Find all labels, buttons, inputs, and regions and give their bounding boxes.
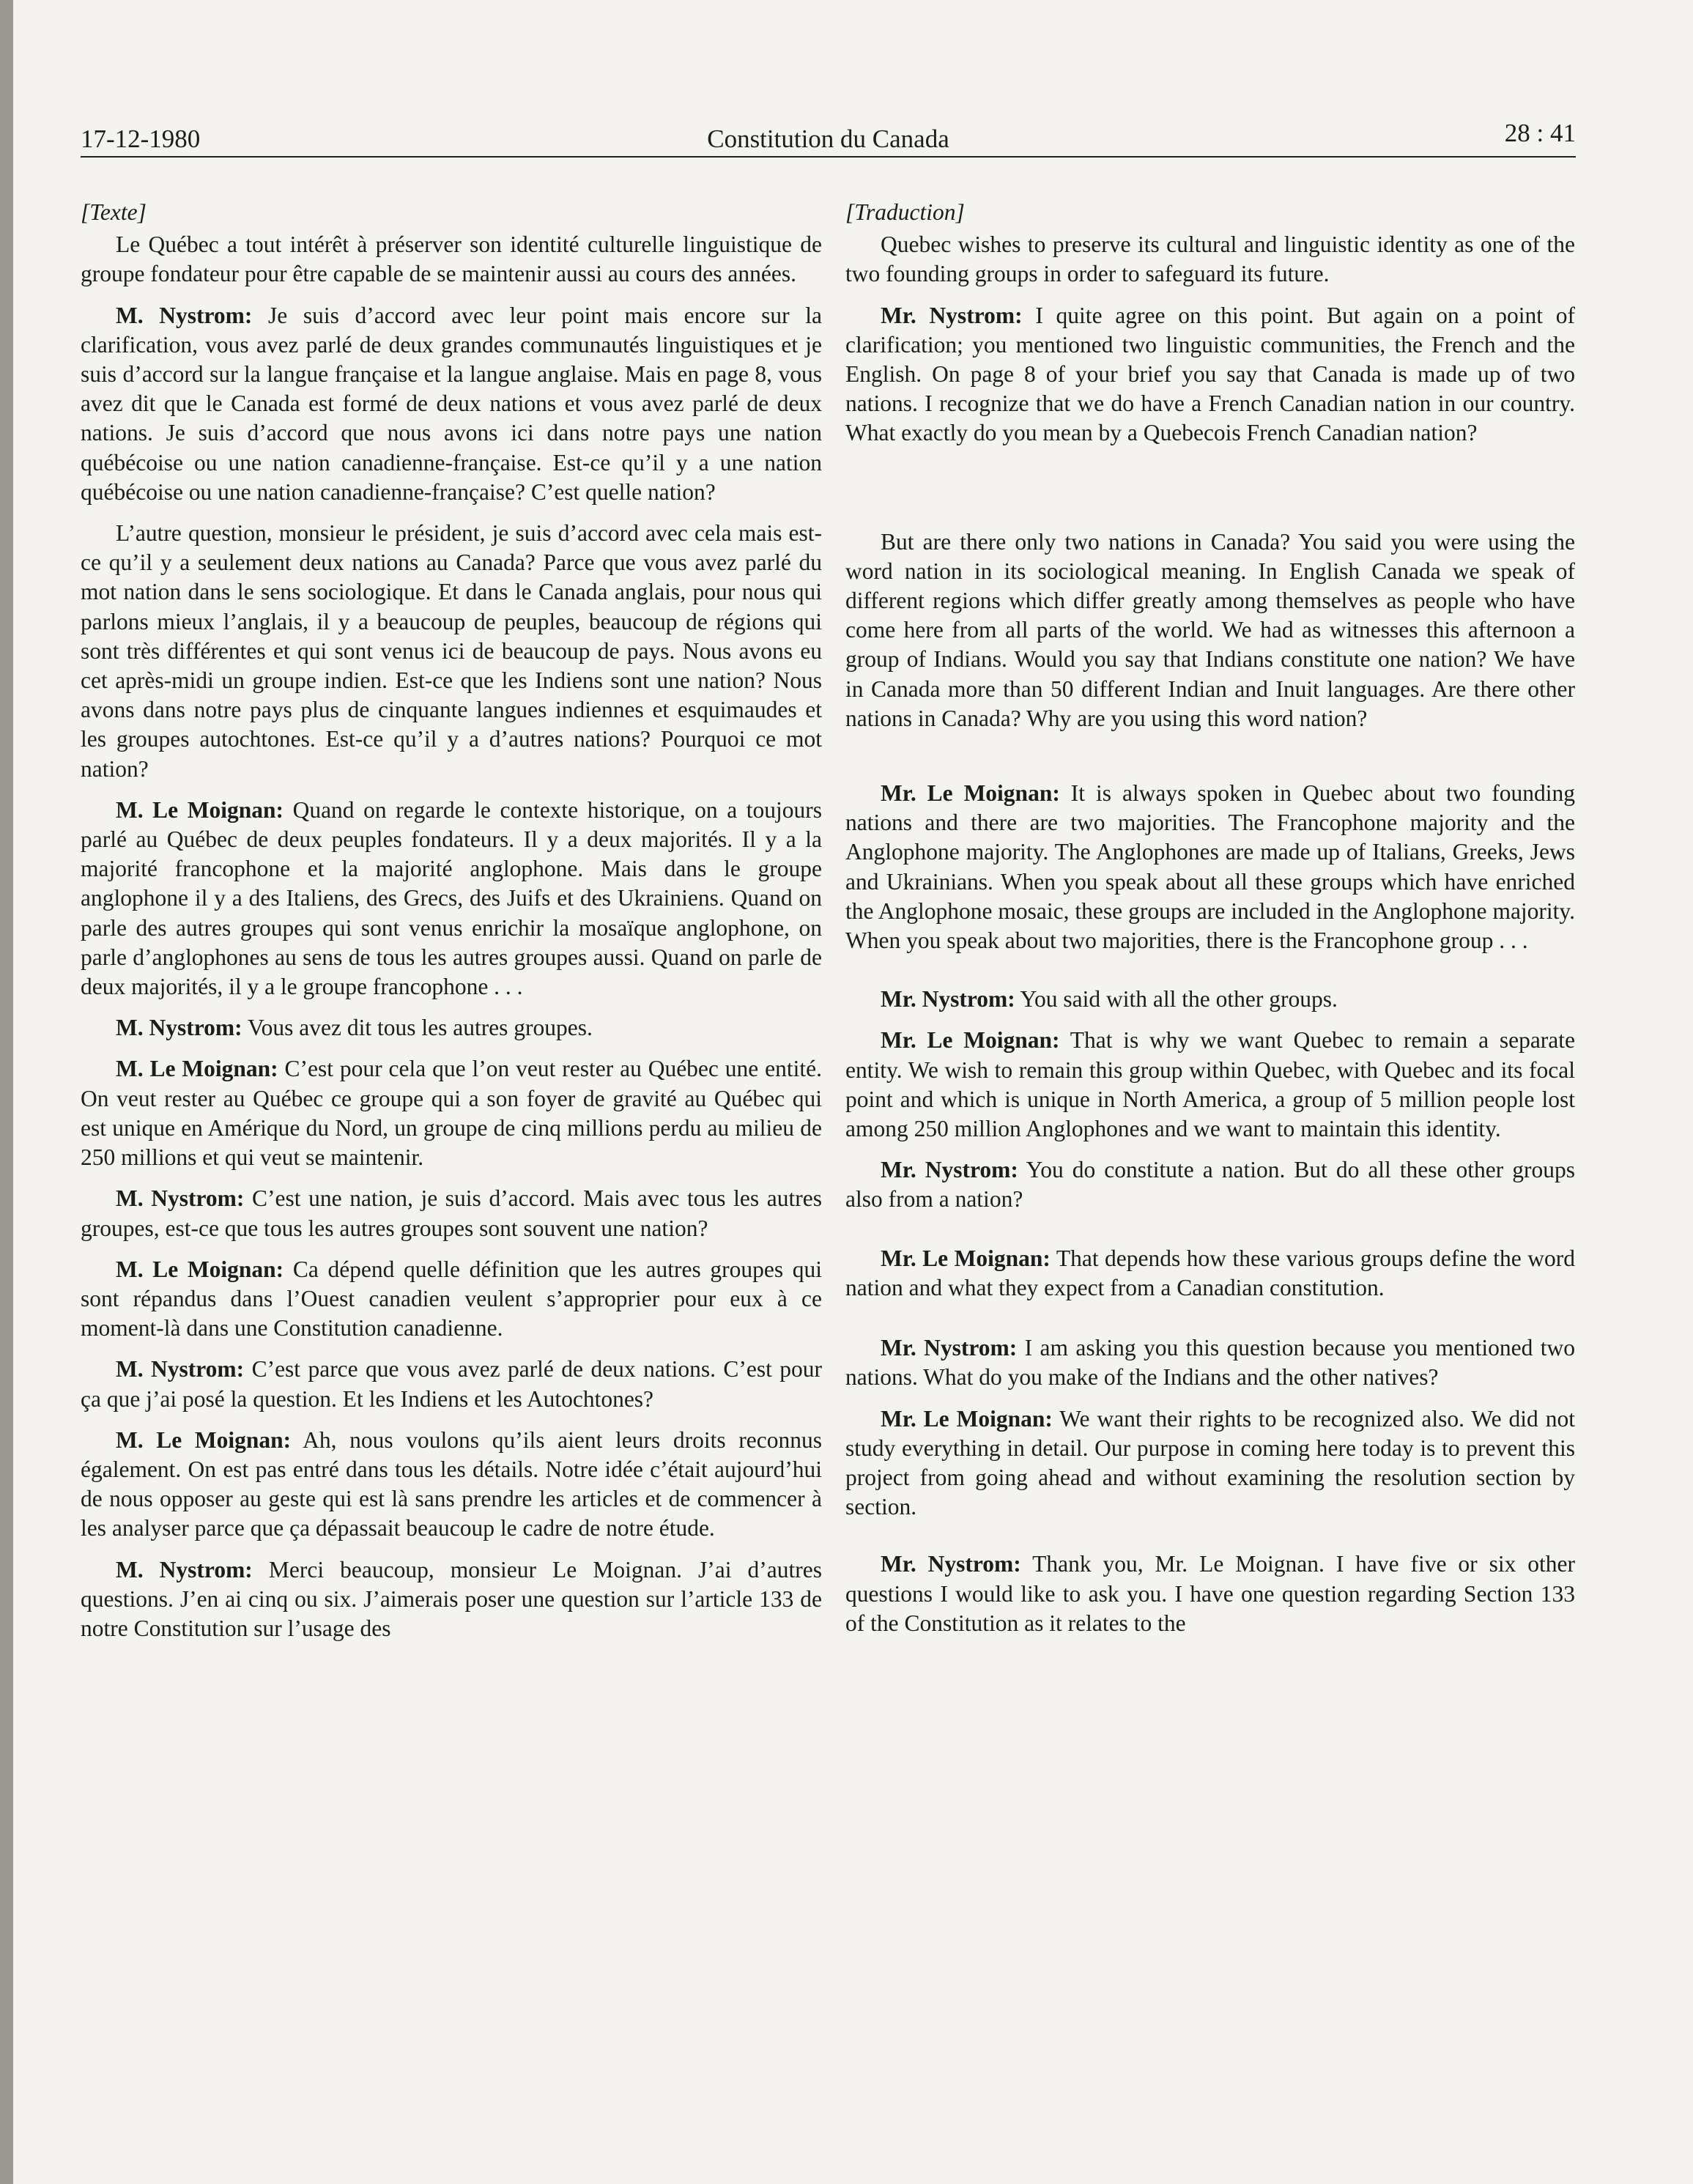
- header-date: 17-12-1980: [81, 125, 201, 153]
- paragraph: Mr. Nystrom: You said with all the other groups.: [881, 986, 1338, 1013]
- page-edge: [0, 0, 13, 2184]
- speaker-name: Mr. Nystrom:: [881, 1157, 1018, 1183]
- paragraph: Mr. Le Moignan: We want their rights to be recognized also. We did not study everything in detail. Our purpose in coming here today is to prevent this project from going ahead and without examining the resolution section by section.: [845, 1405, 1575, 1520]
- header-page-number: 28 : 41: [1504, 119, 1576, 147]
- speaker-name: Mr. Le Moignan:: [881, 1245, 1051, 1271]
- header-rule: [81, 156, 1576, 158]
- speaker-name: M. Le Moignan:: [116, 1056, 278, 1082]
- right-column-english: [845, 198, 1575, 1650]
- paragraph: M. Le Moignan: Ah, nous voulons qu’ils aient leurs droits reconnus également. On est pas entré dans tous les détails. Notre idée c’était aujourd’hui de nous opposer au geste qui est là sans prendre les articles et de commencer à les analyser parce que ça dépassait beaucoup le cadre de notre étude.: [81, 1426, 822, 1541]
- paragraph: Mr. Nystrom: Thank you, Mr. Le Moignan. I have five or six other questions I would like to ask you. I have one question regarding Section 133 of the Constitution as it relates to the: [845, 1551, 1575, 1636]
- speaker-name: M. Le Moignan:: [116, 796, 284, 823]
- page-header: [81, 117, 1576, 158]
- speaker-name: M. Le Moignan:: [116, 1256, 284, 1282]
- paragraph: But are there only two nations in Canada? You said you were using the word nation in its sociological meaning. In English Canada we speak of different regions which differ greatly among themselves as people who have come here from all parts of the world. We had as witnesses this afternoon a group of Indians. Would you say that Indians constitute one nation? We have in Canada more than 50 different Indian and Inuit languages. Are there other nations in Canada? Why are you using this word nation?: [845, 528, 1575, 731]
- header-title: Constitution du Canada: [707, 125, 949, 153]
- paragraph: Mr. Le Moignan: That is why we want Quebec to remain a separate entity. We wish to remain this group within Quebec, with Quebec and its focal point and which is unique in North America, a group of 5 million people lost among 250 million Anglophones and we want to maintain this identity.: [845, 1027, 1576, 1142]
- speaker-name: M. Nystrom:: [116, 1356, 245, 1382]
- paragraph: M. Nystrom: C’est une nation, je suis d’accord. Mais avec tous les autres groupes, est-ce que tous les autres groupes sont souvent une nation?: [81, 1185, 823, 1241]
- paragraph: Mr. Nystrom: I am asking you this question because you mentioned two nations. What do you make of the Indians and the other natives?: [845, 1335, 1575, 1391]
- paragraph: M. Le Moignan: C’est pour cela que l’on veut rester au Québec une entité. On veut rester au Québec ce groupe qui a son foyer de gravité au Québec qui est unique en Amérique du Nord, un groupe de cinq millions perdu au milieu de 250 millions et qui veut se maintenir.: [81, 1056, 822, 1171]
- speaker-name: M. Nystrom:: [116, 1185, 245, 1212]
- paragraph: Mr. Le Moignan: It is always spoken in Quebec about two founding nations and there are two majorities. The Francophone majority and the Anglophone majority. The Anglophones are made up of Italians, Greeks, Jews and Ukrainians. When you speak about all these groups which have enriched the Anglophone mosaic, these groups are included in the Anglophone majority. When you speak about two majorities, there is the Francophone group . . .: [845, 780, 1575, 954]
- speaker-name: M. Nystrom:: [116, 302, 253, 328]
- paragraph: L’autre question, monsieur le président, je suis d’accord avec cela mais est-ce qu’il y a seulement deux nations au Canada? Parce que vous avez parlé du mot nation dans le sens sociologique. Et dans le Canada anglais, pour nous qui parlons mieux l’anglais, il y a beaucoup de peuples, beaucoup de régions qui sont très différentes et qui sont venus ici de beaucoup de pays. Nous avons eu cet après-midi un groupe indien. Est-ce que les Indiens sont une nation? Nous avons dans notre pays plus de cinquante langues indiennes et esquimaudes et les groupes autochtones. Est-ce qu’il y a d’autres nations? Pourquoi ce mot nation?: [81, 520, 822, 782]
- paragraph: Quebec wishes to preserve its cultural and linguistic identity as one of the two founding groups in order to safeguard its future.: [845, 232, 1575, 287]
- speaker-name: Mr. Nystrom:: [881, 986, 1015, 1013]
- speaker-name: Mr. Nystrom:: [881, 302, 1023, 328]
- paragraph: Mr. Nystrom: You do constitute a nation. But do all these other groups also from a nation?: [845, 1157, 1575, 1213]
- paragraph: M. Le Moignan: Ca dépend quelle définition que les autres groupes qui sont répandus dans l’Ouest canadien veulent s’approprier pour eux à ce moment-là dans une Constitution canadienne.: [81, 1256, 823, 1341]
- speaker-name: Mr. Le Moignan:: [881, 1027, 1060, 1054]
- speaker-name: M. Le Moignan:: [116, 1426, 292, 1453]
- left-column-french: [81, 198, 822, 1655]
- speaker-name: Mr. Le Moignan:: [881, 780, 1060, 807]
- paragraph: Mr. Le Moignan: That depends how these various groups define the word nation and what they expect from a Canadian constitution.: [845, 1245, 1576, 1300]
- speaker-name: M. Nystrom:: [116, 1556, 253, 1583]
- speaker-name: Mr. Nystrom:: [881, 1551, 1021, 1577]
- paragraph: M. Nystrom: C’est parce que vous avez parlé de deux nations. C’est pour ça que j’ai posé la question. Et les Indiens et les Autochtones?: [81, 1356, 822, 1412]
- paragraph: M. Nystrom: Vous avez dit tous les autres groupes.: [116, 1015, 593, 1041]
- speaker-name: Mr. Le Moignan:: [881, 1405, 1053, 1432]
- paragraph: Le Québec a tout intérêt à préserver son identité culturelle linguistique de groupe fondateur pour être capable de se maintenir aussi au cours des années.: [81, 232, 822, 287]
- section-heading: [Traduction]: [845, 199, 965, 225]
- paragraph: M. Nystrom: Je suis d’accord avec leur point mais encore sur la clarification, vous avez parlé de deux grandes communautés linguistiques et je suis d’accord sur la langue française et la langue anglaise. Mais en page 8, vous avez dit que le Canada est formé de deux nations et vous avez parlé de deux nations. Je suis d’accord que nous avons ici dans notre pays une nation québécoise ou une nation canadienne-française. Est-ce qu’il y a une nation québécoise ou une nation canadienne-française? C’est quelle nation?: [81, 302, 823, 505]
- paragraph: M. Le Moignan: Quand on regarde le contexte historique, on a toujours parlé au Québec de deux peuples fondateurs. Il y a deux majorités. Il y a la majorité francophone et la majorité anglophone. Mais dans le groupe anglophone il y a des Italiens, des Grecs, des Juifs et des Ukrainiens. Quand on parle des autres groupes qui sont venus enrichir la mosaïque anglophone, on parle d’anglophones au sens de tous les autres groupes aussi. Quand on parle de deux majorités, il y a le groupe francophone . . .: [81, 796, 823, 1000]
- speaker-name: M. Nystrom:: [116, 1015, 242, 1041]
- paragraph: M. Nystrom: Merci beaucoup, monsieur Le Moignan. J’ai d’autres questions. J’en ai cinq ou six. J’aimerais poser une question sur l’article 133 de notre Constitution sur l’usage des: [81, 1556, 823, 1641]
- section-heading: [Texte]: [81, 199, 147, 225]
- paragraph: Mr. Nystrom: I quite agree on this point. But again on a point of clarification; you mentioned two linguistic communities, the French and the English. On page 8 of your brief you say that Canada is made up of two nations. I recognize that we do have a French Canadian nation in our country. What exactly do you mean by a Quebecois French Canadian nation?: [845, 302, 1575, 446]
- speaker-name: Mr. Nystrom:: [881, 1335, 1018, 1361]
